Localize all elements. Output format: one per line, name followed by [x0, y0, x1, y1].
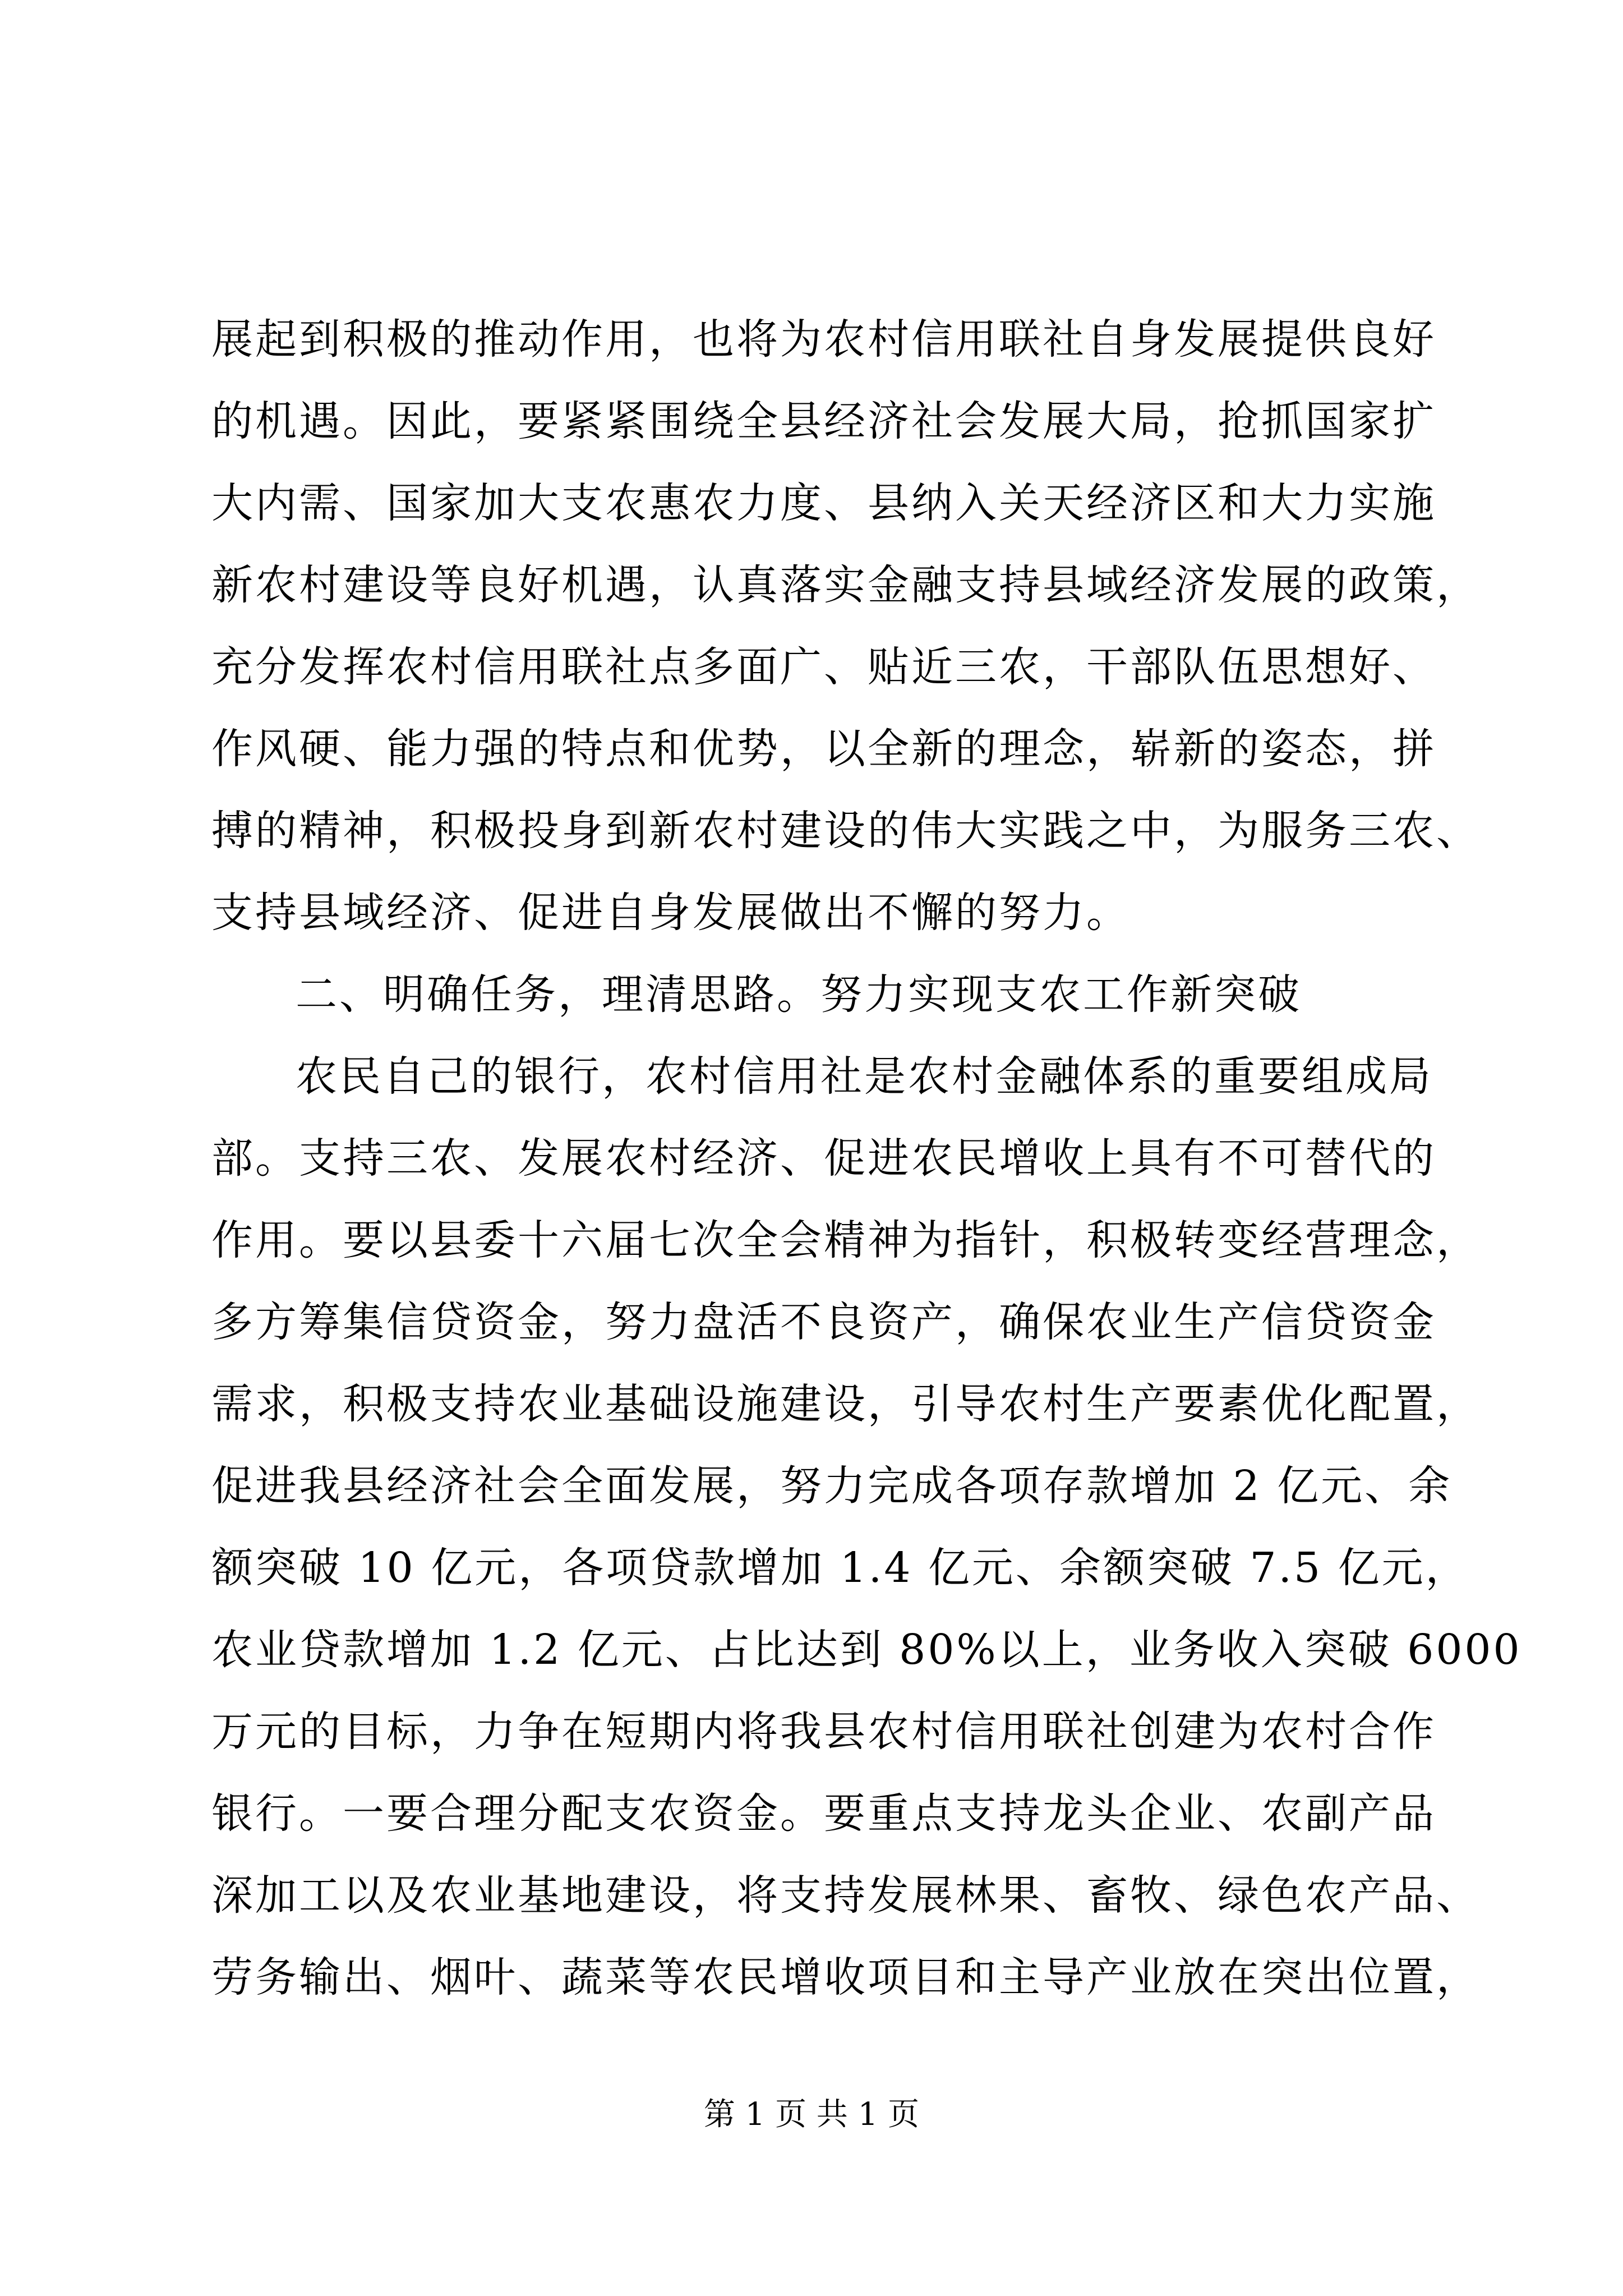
text-line: 多方筹集信贷资金，努力盘活不良资产，确保农业生产信贷资金: [211, 1298, 1436, 1346]
text-line: 银行。一要合理分配支农资金。要重点支持龙头企业、农副产品: [211, 1789, 1436, 1838]
text-line: 充分发挥农村信用联社点多面广、贴近三农，干部队伍思想好、: [211, 643, 1436, 691]
text-line: 新农村建设等良好机遇，认真落实金融支持县域经济发展的政策，: [211, 561, 1480, 609]
text-line: 农民自己的银行，农村信用社是农村金融体系的重要组成局: [296, 1052, 1433, 1101]
text-line: 搏的精神，积极投身到新农村建设的伟大实践之中，为服务三农、: [211, 807, 1480, 855]
text-line: 万元的目标，力争在短期内将我县农村信用联社创建为农村合作: [211, 1708, 1436, 1756]
text-line: 额突破 10 亿元，各项贷款增加 1.4 亿元、余额突破 7.5 亿元，: [211, 1544, 1469, 1592]
text-line: 的机遇。因此，要紧紧围绕全县经济社会发展大局，抢抓国家扩: [211, 397, 1436, 445]
text-line: 作用。要以县委十六届七次全会精神为指针，积极转变经营理念，: [211, 1216, 1480, 1264]
text-line: 促进我县经济社会全面发展，努力完成各项存款增加 2 亿元、余: [211, 1462, 1453, 1510]
text-line: 作风硬、能力强的特点和优势，以全新的理念，崭新的姿态，拼: [211, 725, 1436, 773]
page-footer: [0, 2092, 1623, 2137]
text-line: 农业贷款增加 1.2 亿元、占比达到 80%以上，业务收入突破 6000: [211, 1626, 1522, 1674]
text-line: 劳务输出、烟叶、蔬菜等农民增收项目和主导产业放在突出位置，: [211, 1953, 1480, 2001]
page-number: 第 1 页 共 1 页: [703, 2096, 920, 2133]
text-line: 展起到积极的推动作用，也将为农村信用联社自身发展提供良好: [211, 315, 1436, 364]
text-line: 大内需、国家加大支农惠农力度、县纳入关天经济区和大力实施: [211, 479, 1436, 527]
text-line: 需求，积极支持农业基础设施建设，引导农村生产要素优化配置，: [211, 1380, 1480, 1428]
text-line: 部。支持三农、发展农村经济、促进农民增收上具有不可替代的: [211, 1134, 1436, 1182]
text-line: 支持县域经济、促进自身发展做出不懈的努力。: [211, 889, 1130, 937]
text-line: 深加工以及农业基地建设，将支持发展林果、畜牧、绿色农产品、: [211, 1871, 1480, 1920]
section-heading: 二、明确任务，理清思路。努力实现支农工作新突破: [296, 970, 1302, 1019]
document-body: [211, 298, 1522, 2018]
